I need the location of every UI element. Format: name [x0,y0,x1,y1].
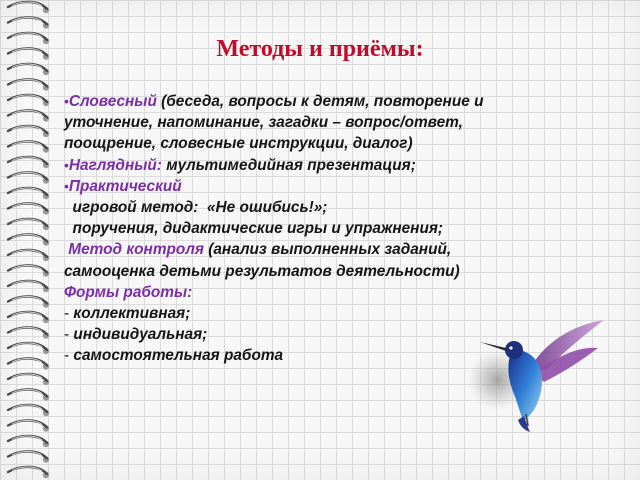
control-method-text: (анализ выполненных заданий, [203,241,452,259]
binding-ring [8,95,49,106]
line-control [64,239,564,260]
binding-ring [8,141,49,152]
binding-ring [8,467,49,478]
bird-eye [509,346,512,349]
hummingbird-illustration [468,318,608,433]
binding-ring [8,157,49,168]
line-control-2: самооценка детьми результатов деятельности) [64,262,460,280]
binding-ring [8,2,49,13]
form-item-text: индивидуальная; [69,326,208,344]
binding-ring [8,420,49,431]
bullet-marker: • [64,177,69,194]
line-verbal [64,91,564,112]
binding-ring [8,389,49,400]
line-verbal-3: поощрение, словесные инструкции, диалог) [64,135,413,153]
line-verbal-2: уточнение, напоминание, загадки – вопрос/ответ, [64,114,463,132]
binding-ring [8,126,49,137]
binding-ring [8,451,49,462]
binding-ring [8,110,49,121]
form-item-text: самостоятельная работа [69,347,284,365]
binding-ring [8,405,49,416]
practical-method-label: Практический [68,177,182,195]
binding-ring [8,327,49,338]
spiral-binding [0,0,60,480]
binding-ring [8,79,49,90]
binding-ring [8,436,49,447]
dash-marker: - [64,305,70,323]
dash-marker: - [64,347,70,365]
verbal-method-text: (беседа, вопросы к детям, повторение и [156,93,484,110]
control-method-label: Метод контроля [64,241,204,259]
binding-ring [8,265,49,276]
line-tasks: поручения, дидактические игры и упражнения; [64,220,444,238]
bird-beak [480,342,506,351]
binding-ring [8,17,49,28]
binding-ring [8,172,49,183]
binding-ring [8,281,49,292]
visual-method-label: Наглядный: [68,156,162,174]
bird-head [505,341,523,359]
line-visual [64,155,564,176]
work-forms-heading: Формы работы: [64,283,193,301]
binding-ring [8,234,49,245]
binding-ring [8,188,49,199]
binding-ring [8,358,49,369]
binding-ring [8,219,49,230]
dash-marker: - [64,326,70,344]
slide-title: Методы и приёмы: [216,36,424,62]
line-practical [64,176,564,197]
binding-ring [8,312,49,323]
visual-method-text: мультимедийная презентация; [161,156,416,174]
binding-ring [8,64,49,75]
binding-ring [8,343,49,354]
line-game-method: игровой метод: «Не ошибись!»; [64,199,328,217]
binding-ring [8,250,49,261]
form-item-text: коллективная; [69,305,191,323]
binding-ring [8,203,49,214]
binding-ring [8,296,49,307]
verbal-method-label: Словесный [68,93,157,110]
bullet-marker: • [64,156,69,173]
bullet-marker: • [64,93,69,109]
binding-ring [8,374,49,385]
